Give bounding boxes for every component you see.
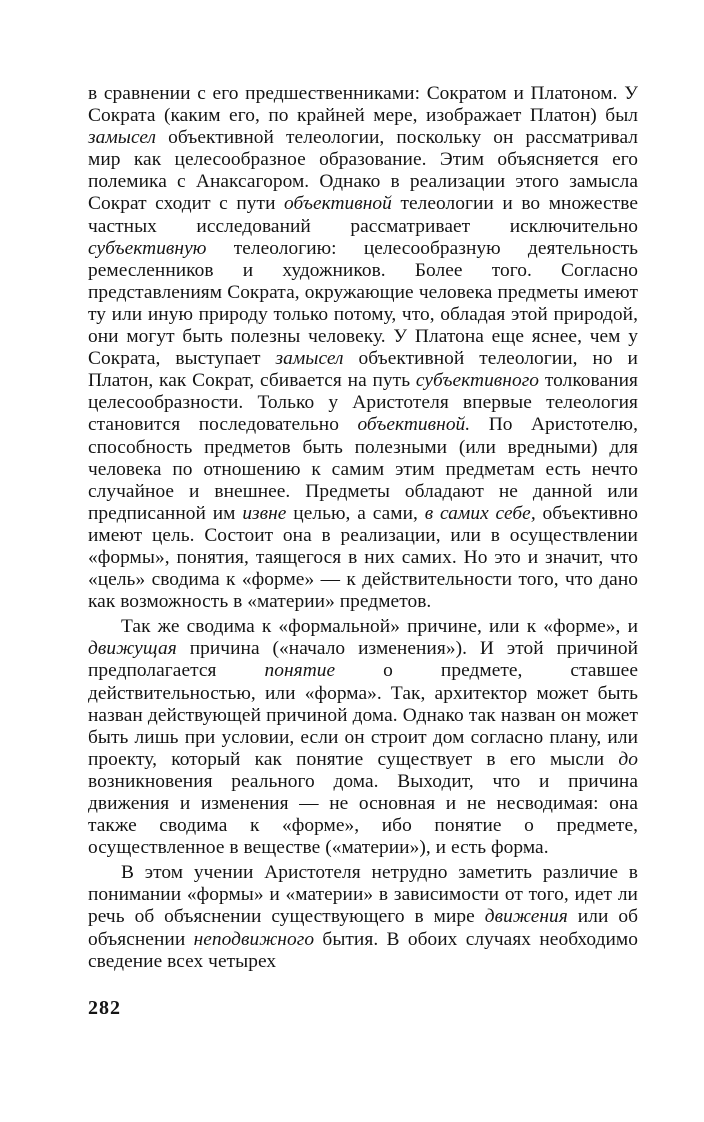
page-text <box>88 83 638 973</box>
emphasis-text: замысел <box>88 127 157 149</box>
body-text: о предмете, ставшее действительностью, или «форма». Так, архитектор может быть назван действующей причиной дома. Однако так назван он может быть лишь при условии, если он строит дом согласно плану, или проекту, который как понятие существует в его мысли <box>88 660 638 770</box>
emphasis-text: объективной. <box>357 414 471 436</box>
emphasis-text: в самих себе, <box>424 502 536 524</box>
body-text: объективной телеологии, но и Платон, как Сократ, сбивается на путь <box>88 348 638 392</box>
body-text: По Аристотелю, способность предметов быть полезными (или вредными) для человека по отношению к самим этим предметам есть нечто случайное и внешнее. Предметы обладают не данной или предписанной им <box>88 414 638 524</box>
emphasis-text: движущая <box>88 638 177 660</box>
emphasis-text: субъективного <box>415 370 540 392</box>
body-text: причина («начало изменения»). И этой причиной предполагается <box>88 638 638 682</box>
emphasis-text: извне <box>242 502 287 524</box>
emphasis-text: субъективную <box>88 237 207 259</box>
body-text: целью, а сами, <box>286 502 425 524</box>
page-number: 282 <box>88 997 121 1019</box>
paragraph-1 <box>88 83 638 613</box>
body-text: В этом учении Аристотеля нетрудно заметить различие в понимании «формы» и «материи» в зависимости от того, идет ли речь об объяснении существующего в мире <box>88 862 638 928</box>
body-text: телеологии и во множестве частных исследований рассматривает исключительно <box>88 193 638 237</box>
body-text: Так же сводима к «формальной» причине, или к «форме», и <box>121 616 638 638</box>
emphasis-text: движения <box>484 906 568 928</box>
paragraph-3 <box>88 862 638 972</box>
body-text: возникновения реального дома. Выходит, что и причина движения и изменения — не основная и не несводимая: она также сводима к «форме», ибо понятие о предмете, осуществленное в веществе («материи»), и есть форма. <box>88 770 638 859</box>
body-text: телеологию: целесообразную деятельность ремесленников и художников. Более того. Согласно представлениям Сократа, окружающие человека предметы имеют ту или иную природу только потому, что, обладая этой природой, они могут быть полезны человеку. У Платона еще яснее, чем у Сократа, выступает <box>88 237 638 370</box>
body-text: объективной телеологии, поскольку он рассматривал мир как целесообразное образование. Этим объясняется его полемика с Анаксагором. Однако в реализации этого замысла Сократ сходит с пути <box>88 127 638 215</box>
emphasis-text: понятие <box>264 660 336 682</box>
body-text: толкования целесообразности. Только у Аристотеля впервые телеология становится последовательно <box>88 370 638 436</box>
paragraph-2 <box>88 616 638 859</box>
body-text: в сравнении с его предшественниками: Сократом и Платоном. У Сократа (каким его, по крайней мере, изображает Платон) был <box>88 83 638 127</box>
body-text: или об объяснении <box>88 906 638 950</box>
emphasis-text: замысел <box>275 348 344 370</box>
emphasis-text: до <box>618 748 638 770</box>
emphasis-text: неподвижного <box>193 928 315 950</box>
body-text: бытия. В обоих случаях необходимо сведение всех четырех <box>88 928 638 972</box>
body-text: объективно имеют цель. Состоит она в реализации, или в осуществлении «формы», понятия, таящегося в них самих. Но это и значит, что «цель» сводима к «форме» — к действительности того, что дано как возможность в «материи» предметов. <box>88 502 638 613</box>
emphasis-text: объективной <box>284 193 392 215</box>
